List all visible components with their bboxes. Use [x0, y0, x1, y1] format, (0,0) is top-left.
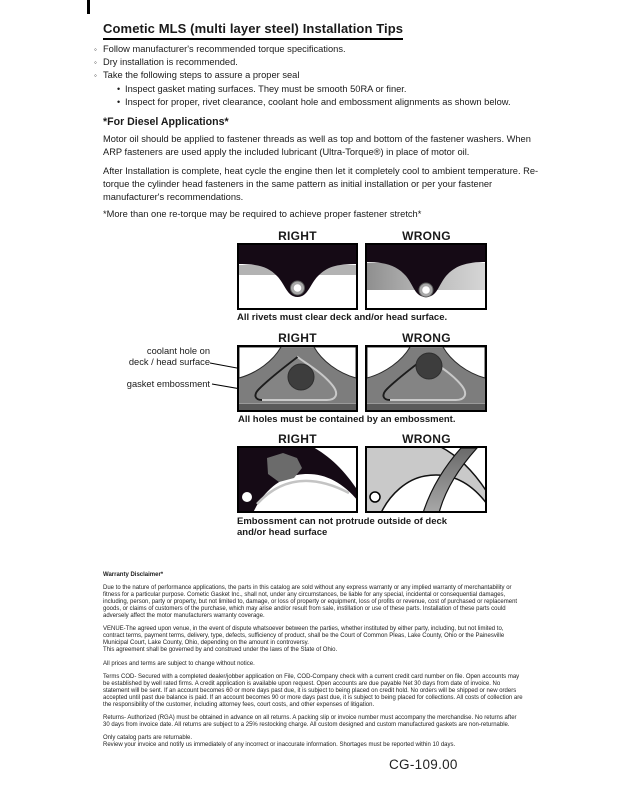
diesel-paragraph-1: Motor oil should be applied to fastener threads as well as top and bottom of the fastener washers. When ARP fasteners are used apply the included lubricant (Ultra-Torque®) in place of motor oil.: [103, 134, 531, 158]
bullet-marker: ◦: [94, 71, 97, 81]
bolt-hole-icon: [242, 492, 252, 502]
right-label: RIGHT: [278, 432, 317, 446]
holes-right-svg: [237, 345, 358, 412]
coolant-hole-icon: [288, 364, 314, 390]
warranty-paragraph: Due to the nature of performance applications, the parts in this catalog are sold without any express warranty or any implied warranty of merchantability or fitness for a particular purpose. Cometic Gasket Inc., shall not, under any circumstances, be liable for any special, incidental or consequential damages, including, person, party or property, but not limited to, damage, or loss of property or equipment, loss of profits or revenue, cost of purchased or replacement goods, or claims of customers of the purchase, which may arise and/or result from sale, instillation or use of these parts. Installation of these parts could adversely affect the motor manufacturers warranty coverage.: [103, 585, 518, 620]
right-label: RIGHT: [278, 331, 317, 345]
holes-wrong-svg: [365, 345, 487, 412]
venue-paragraph: [103, 626, 523, 654]
bullet-list: [94, 43, 546, 109]
page-edge-mark: [87, 0, 90, 14]
figure-holes-right: [237, 345, 358, 412]
figure-rivets-right: [237, 243, 358, 310]
bullet-text: Inspect for proper, rivet clearance, coolant hole and embossment alignments as shown below.: [125, 96, 511, 107]
page-code: CG-109.00: [389, 757, 458, 772]
wrong-label: WRONG: [402, 229, 451, 243]
right-label: RIGHT: [278, 229, 317, 243]
terms-paragraph: Terms COD- Secured with a completed dealer/jobber application on File, COD-Company check with a current credit card number on file. Open accounts may be established by well rated firms. A credit application is available upon request. Open accounts are due payable Net 30 days from date of invoice. No statement will be sent. If an account becomes 60 or more days past due, it is subject to being placed on credit hold. No orders will be shipped or new orders accepted until past due balance is paid. If an account becomes 90 or more days past due, it is subject to being placed for collections. All costs of collection are the responsibility of the customer, including attorney fees, court costs, and other expenses of litigation.: [103, 673, 523, 708]
page-title: Cometic MLS (multi layer steel) Installation Tips: [103, 21, 403, 40]
bullet-marker: •: [117, 96, 121, 107]
bullet-text: Take the following steps to assure a proper seal: [103, 70, 300, 81]
bullet-text: Follow manufacturer's recommended torque specifications.: [103, 44, 346, 54]
caption-rivets: All rivets must clear deck and/or head surface.: [237, 312, 448, 323]
figure-holes-wrong: [365, 345, 487, 412]
coolant-hole-icon: [416, 353, 442, 379]
coolant-hole-label: coolant hole on deck / head surface: [128, 346, 210, 367]
sub-bullet-item: [94, 96, 546, 109]
sub-bullet-item: [94, 83, 546, 96]
diesel-paragraph-2: After Installation is complete, heat cycle the engine then let it completely cool to ambient temperature. Re-torque the cylinder head fasteners in the same pattern as initial installation or per your fastener manufacturer's recommendations.: [103, 166, 539, 203]
review-line: Review your invoice and notify us immediately of any incorrect or inaccurate information. Shortages must be reported within 10 days.: [103, 742, 456, 749]
returnable-block: [103, 735, 523, 749]
bullet-item: [94, 69, 546, 82]
bullet-marker: ◦: [94, 45, 97, 54]
wrong-label: WRONG: [402, 432, 451, 446]
gasket-embossment-label: gasket embossment: [126, 379, 210, 389]
retorque-note: *More than one re-torque may be required to achieve proper fastener stretch*: [103, 209, 422, 219]
embossment-right-svg: [237, 446, 358, 513]
figure-embossment-right: [237, 446, 358, 513]
bullet-item: [94, 43, 546, 56]
prices-line: All prices and terms are subject to change without notice.: [103, 660, 255, 667]
bullet-text: Dry installation is recommended.: [103, 57, 238, 68]
agreement-line: This agreement shall be governed by and construed under the laws of the State of Ohio.: [103, 647, 338, 654]
returnable-line: Only catalog parts are returnable.: [103, 735, 193, 742]
bullet-marker: ◦: [94, 58, 97, 68]
figure-rivets-wrong: [365, 243, 487, 310]
wrong-label: WRONG: [402, 331, 451, 345]
bullet-text: Inspect gasket mating surfaces. They must be smooth 50RA or finer.: [125, 83, 407, 94]
rivets-wrong-svg: [365, 243, 487, 310]
venue-text: VENUE-The agreed upon venue, in the event of dispute whatsoever between the parties, whether instituted by either party, including, but not limited to, contract terms, payment terms, delivery, type, defects, sufficiency of product, shall be the Court of Common Pleas, Lake County, Ohio or the Painesville Municipal Court, Lake County, Ohio, depending on the amount in controversy.: [103, 626, 505, 647]
warranty-heading: Warranty Disclaimer*: [103, 572, 164, 578]
figure-embossment-wrong: [365, 446, 487, 513]
bolt-hole-icon: [370, 492, 380, 502]
bullet-marker: •: [117, 83, 121, 94]
diesel-heading: *For Diesel Applications*: [103, 116, 229, 128]
returns-paragraph: Returns- Authorized (RGA) must be obtained in advance on all returns. A packing slip or invoice number must accompany the merchandise. No returns after 30 days from invoice date. All returns are subject to a 25% restocking charge. All custom designed and custom manufactured gaskets are non-returnable.: [103, 715, 517, 728]
warranty-disclaimer: [103, 572, 523, 756]
caption-embossment: Embossment can not protrude outside of deck and/or head surface: [237, 516, 448, 538]
bullet-item: [94, 56, 546, 69]
caption-holes: All holes must be contained by an embossment.: [238, 414, 456, 425]
rivets-right-svg: [237, 243, 358, 310]
embossment-wrong-svg: [365, 446, 487, 513]
